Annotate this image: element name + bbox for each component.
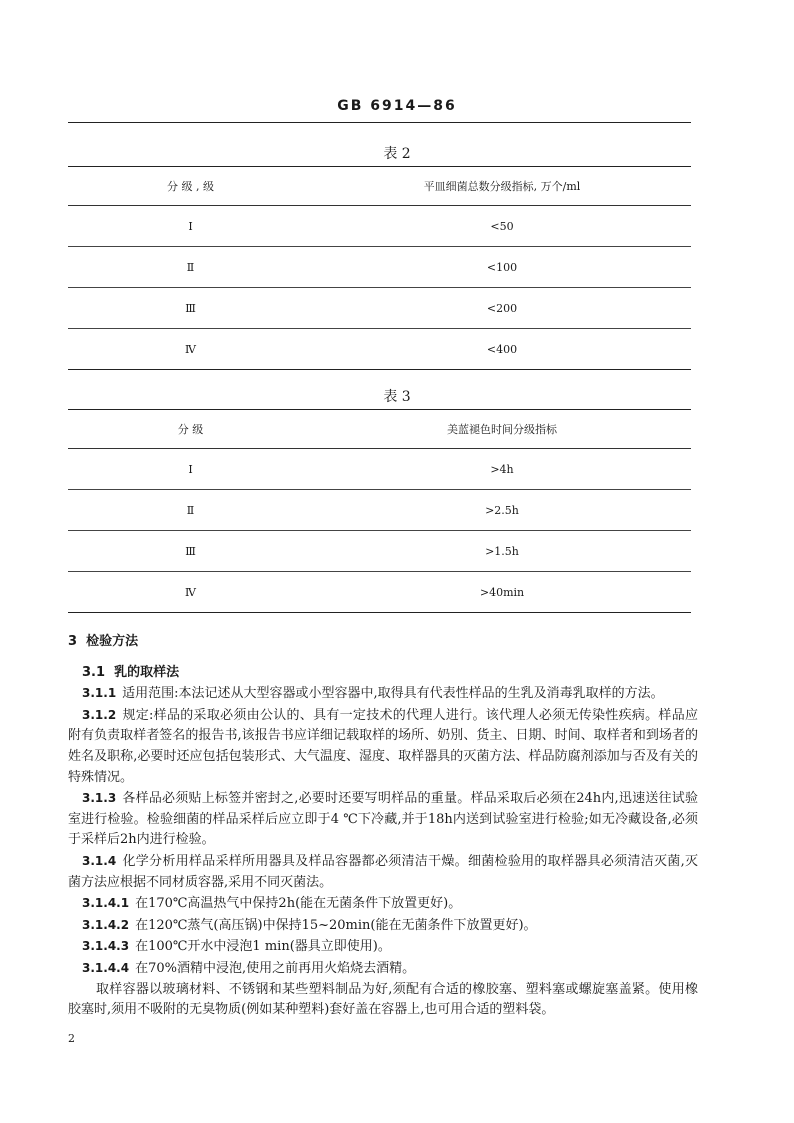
- clause-paragraph: [68, 851, 698, 893]
- clause-number: 3.1.4.3: [82, 939, 130, 954]
- clause-text: 规定:样品的采取必须由公认的、具有一定技术的代理人进行。该代理人必须无传染性疾病。样品应附有负责取样者签名的报告书,该报告书应详细记载取样的场所、奶別、货主、日期、时间、取样者和到场者的姓名及职称,必要时还应包括包装形式、大气温度、湿度、取样器具的灭菌方法、样品防腐剂添加与否及有关的特殊情况。: [68, 707, 698, 785]
- value-cell: <400: [313, 329, 691, 370]
- table-3-col-grade: 分 级: [68, 410, 313, 449]
- clause-paragraph: [68, 683, 698, 705]
- clause-number: 3.1.3: [82, 791, 117, 806]
- standard-code-header: GB 6914—86: [337, 98, 457, 114]
- grade-cell: Ⅰ: [188, 462, 193, 476]
- grade-cell: Ⅲ: [68, 288, 313, 329]
- clause-number: 3.1.4.1: [82, 896, 130, 911]
- grade-cell: Ⅳ: [68, 329, 313, 370]
- clause-number: 3.1.4.2: [82, 917, 130, 932]
- table-2-caption: 表 2: [383, 146, 411, 162]
- clause-text: 在100℃开水中浸泡1 min(器具立即使用)。: [135, 939, 391, 955]
- clause-paragraph: [68, 958, 698, 980]
- table-row: [68, 531, 691, 572]
- value-cell: >40min: [313, 572, 691, 613]
- clause-text: 在170℃高温热气中保持2h(能在无菌条件下放置更好)。: [135, 896, 462, 912]
- grade-cell: Ⅲ: [68, 531, 313, 572]
- clause-text: 化学分析用样品采样所用器具及样品容器都必须清洁干燥。细菌检验用的取样器具必须清洁灭菌,灭菌方法应根据不同材质容器,采用不同灭菌法。: [68, 853, 698, 890]
- section-3-body: [68, 632, 698, 1021]
- value-cell: >1.5h: [313, 531, 691, 572]
- clause-number: 3.1.4.4: [82, 960, 130, 975]
- clause-number: 3.1.4: [82, 853, 117, 868]
- grade-cell: Ⅳ: [68, 572, 313, 613]
- grade-cell: Ⅰ: [188, 219, 193, 233]
- grade-cell: Ⅱ: [68, 490, 313, 531]
- grade-cell: Ⅱ: [68, 247, 313, 288]
- value-cell: <100: [313, 247, 691, 288]
- table-3-caption: 表 3: [383, 389, 411, 405]
- clause-number: 3.1.2: [82, 707, 117, 722]
- table-row: [68, 206, 691, 247]
- clause-paragraph: [68, 980, 698, 1021]
- value-cell: <200: [313, 288, 691, 329]
- table-3-col-value: 美蓝褪色时间分级指标: [313, 410, 691, 449]
- section-heading: [68, 632, 698, 653]
- clause-text: 在70%酒精中浸泡,使用之前再用火焰烧去酒精。: [135, 960, 416, 976]
- value-cell: >2.5h: [313, 490, 691, 531]
- table-row: [68, 572, 691, 613]
- clause-text: 在120℃蒸气(高压锅)中保持15~20min(能在无菌条件下放置更好)。: [135, 917, 537, 933]
- clause-paragraph: [68, 788, 698, 851]
- value-cell: >4h: [490, 462, 514, 476]
- clause-paragraph: [68, 915, 698, 937]
- subsection-title: 乳的取样法: [114, 664, 180, 680]
- clause-text: 取样容器以玻璃材料、不锈钢和某些塑料制品为好,须配有合适的橡胶塞、塑料塞或螺旋塞盖紧。使用橡胶塞时,须用不吸附的无臭物质(例如某种塑料)套好盖在容器上,也可用合适的塑料袋。: [68, 981, 698, 1018]
- table-row: [68, 288, 691, 329]
- clause-paragraph: [68, 936, 698, 958]
- clause-text: 各样品必须贴上标签并密封之,必要时还要写明样品的重量。样品采取后必须在24h内,迅速送往试验室进行检验。检验细菌的样品采样后应立即于4 ℃下冷藏,并于18h内送到试验室进行检验;如无冷藏设备,必须于采样后2h内进行检验。: [68, 791, 698, 848]
- table-row: [68, 329, 691, 370]
- clause-text: 适用范围:本法记述从大型容器或小型容器中,取得具有代表性样品的生乳及消毒乳取样的方法。: [122, 686, 664, 702]
- table-row: [68, 449, 691, 490]
- table-3: [68, 409, 691, 613]
- table-2-col-value: 平皿细菌总数分级指标, 万个/ml: [313, 167, 691, 206]
- subsection-number: 3.1: [82, 664, 106, 680]
- section-title: 检验方法: [86, 634, 139, 649]
- clause-number: 3.1.1: [82, 686, 117, 701]
- table-2: [68, 166, 691, 370]
- page-number: 2: [68, 1032, 75, 1045]
- clause-paragraph: [68, 705, 698, 788]
- subsection-heading: [68, 663, 698, 684]
- value-cell: <50: [490, 219, 514, 233]
- table-row: [68, 490, 691, 531]
- table-2-col-grade: 分 级 , 级: [68, 167, 313, 206]
- header-rule: [68, 122, 691, 123]
- section-number: 3: [68, 634, 78, 649]
- table-row: [68, 247, 691, 288]
- clause-paragraph: [68, 893, 698, 915]
